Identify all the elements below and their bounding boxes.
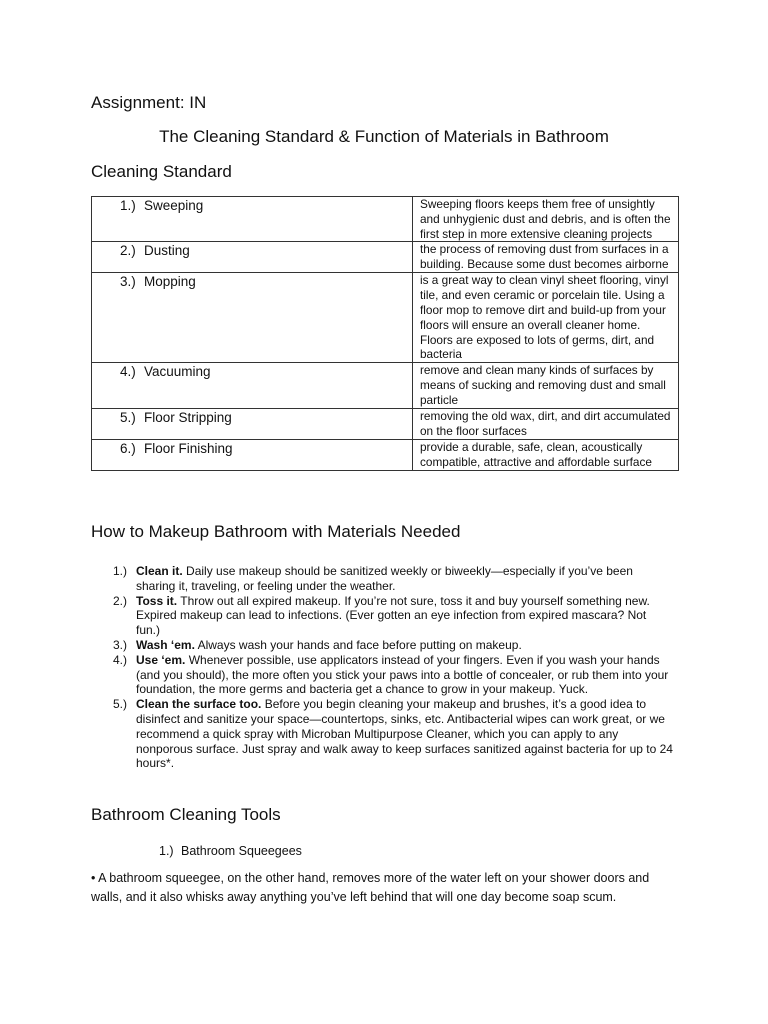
row-name: Dusting [144, 243, 190, 259]
table-cell-name [92, 363, 413, 409]
row-name: Floor Finishing [144, 440, 233, 456]
row-number: 1.) [120, 198, 136, 213]
makeup-heading: How to Makeup Bathroom with Materials Needed [91, 522, 461, 541]
table-cell-name [92, 273, 413, 363]
row-name: Floor Stripping [144, 410, 232, 426]
list-item [113, 653, 673, 697]
table-row [92, 197, 679, 242]
table-cell-name [92, 409, 413, 440]
item-text: Always wash your hands and face before putting on makeup. [194, 637, 522, 652]
table-row [92, 273, 679, 363]
list-number: 3.) [113, 637, 128, 652]
item-lead: Clean the surface too. [136, 697, 262, 712]
table-cell-desc: removing the old wax, dirt, and dirt accumulated on the floor surfaces [413, 409, 679, 440]
table-cell-desc: provide a durable, safe, clean, acoustically compatible, attractive and affordable surface [413, 439, 679, 470]
item-text: Throw out all expired makeup. If you’re not sure, toss it and buy yourself something new. Expired makeup can lead to infections. (Ever gotten an eye infection from expired mascara? Not fun.) [136, 593, 650, 638]
table-row [92, 242, 679, 273]
table-row [92, 409, 679, 440]
cleaning-standard-table [91, 196, 679, 471]
table-row [92, 439, 679, 470]
row-number: 3.) [120, 274, 136, 290]
list-number: 1.) [113, 564, 128, 578]
list-item [113, 594, 673, 638]
table-cell-desc: Sweeping floors keeps them free of unsightly and unhygienic dust and debris, and is often the first step in more extensive cleaning projects [413, 197, 679, 242]
list-item [113, 697, 673, 771]
row-number: 2.) [120, 243, 136, 259]
item-lead: Clean it. [136, 564, 183, 578]
table-cell-desc: remove and clean many kinds of surfaces by means of sucking and removing dust and small particle [413, 363, 679, 409]
tool-name: Bathroom Squeegees [181, 844, 302, 858]
list-item [113, 638, 673, 653]
row-name: Vacuuming [144, 364, 211, 380]
tools-heading: Bathroom Cleaning Tools [91, 805, 281, 824]
list-number: 4.) [113, 652, 128, 667]
item-lead: Wash ‘em. [136, 637, 195, 652]
table-row [92, 363, 679, 409]
item-lead: Use ‘em. [136, 652, 186, 667]
item-text: Whenever possible, use applicators instead of your fingers. Even if you wash your hands (and you should), the more often you stick your paws into a bottle of concealer, or rub them into your foundation, the more germs and bacteria get a chance to grow in your makeup. Yuck. [136, 652, 669, 697]
item-lead: Toss it. [136, 593, 178, 608]
list-item [113, 564, 673, 594]
row-number: 6.) [120, 440, 136, 456]
row-number: 4.) [120, 364, 136, 380]
assignment-label: Assignment: IN [91, 93, 207, 112]
list-number: 1.) [159, 844, 174, 858]
table-cell-name [92, 439, 413, 470]
list-number: 2.) [113, 593, 128, 608]
row-name: Mopping [144, 274, 196, 290]
tool-description: • A bathroom squeegee, on the other hand, removes more of the water left on your shower doors and walls, and it also whisks away anything you’ve left behind that will one day become soap scum. [91, 871, 650, 904]
table-cell-name [92, 242, 413, 273]
table-cell-name [92, 197, 413, 242]
table-cell-desc: the process of removing dust from surfaces in a building. Because some dust becomes airborne [413, 242, 679, 273]
item-text: Daily use makeup should be sanitized weekly or biweekly—especially if you’ve been sharing it, traveling, or feeling under the weather. [136, 564, 633, 593]
row-number: 5.) [120, 410, 136, 426]
tool-item [159, 844, 302, 858]
table-cell-desc: is a great way to clean vinyl sheet flooring, vinyl tile, and even ceramic or porcelain tile. Using a floor mop to remove dirt and build-up from your floors will ensure an overall cleaner home. Floors are exposed to lots of germs, dirt, and bacteria [413, 273, 679, 363]
row-name: Sweeping [144, 198, 204, 213]
makeup-list [113, 564, 673, 771]
document-title: The Cleaning Standard & Function of Materials in Bathroom [159, 127, 609, 146]
item-text: Before you begin cleaning your makeup and brushes, it’s a good idea to disinfect and sanitize your space—countertops, sinks, etc. Antibacterial wipes can work great, or we recommend a quick spray with Microban Multipurpose Cleaner, which you can apply to any nonporous surface. Just spray and walk away to keep surfaces sanitized against bacteria for up to 24 hours*. [136, 697, 673, 771]
cleaning-standard-heading: Cleaning Standard [91, 162, 232, 181]
list-number: 5.) [113, 697, 128, 712]
